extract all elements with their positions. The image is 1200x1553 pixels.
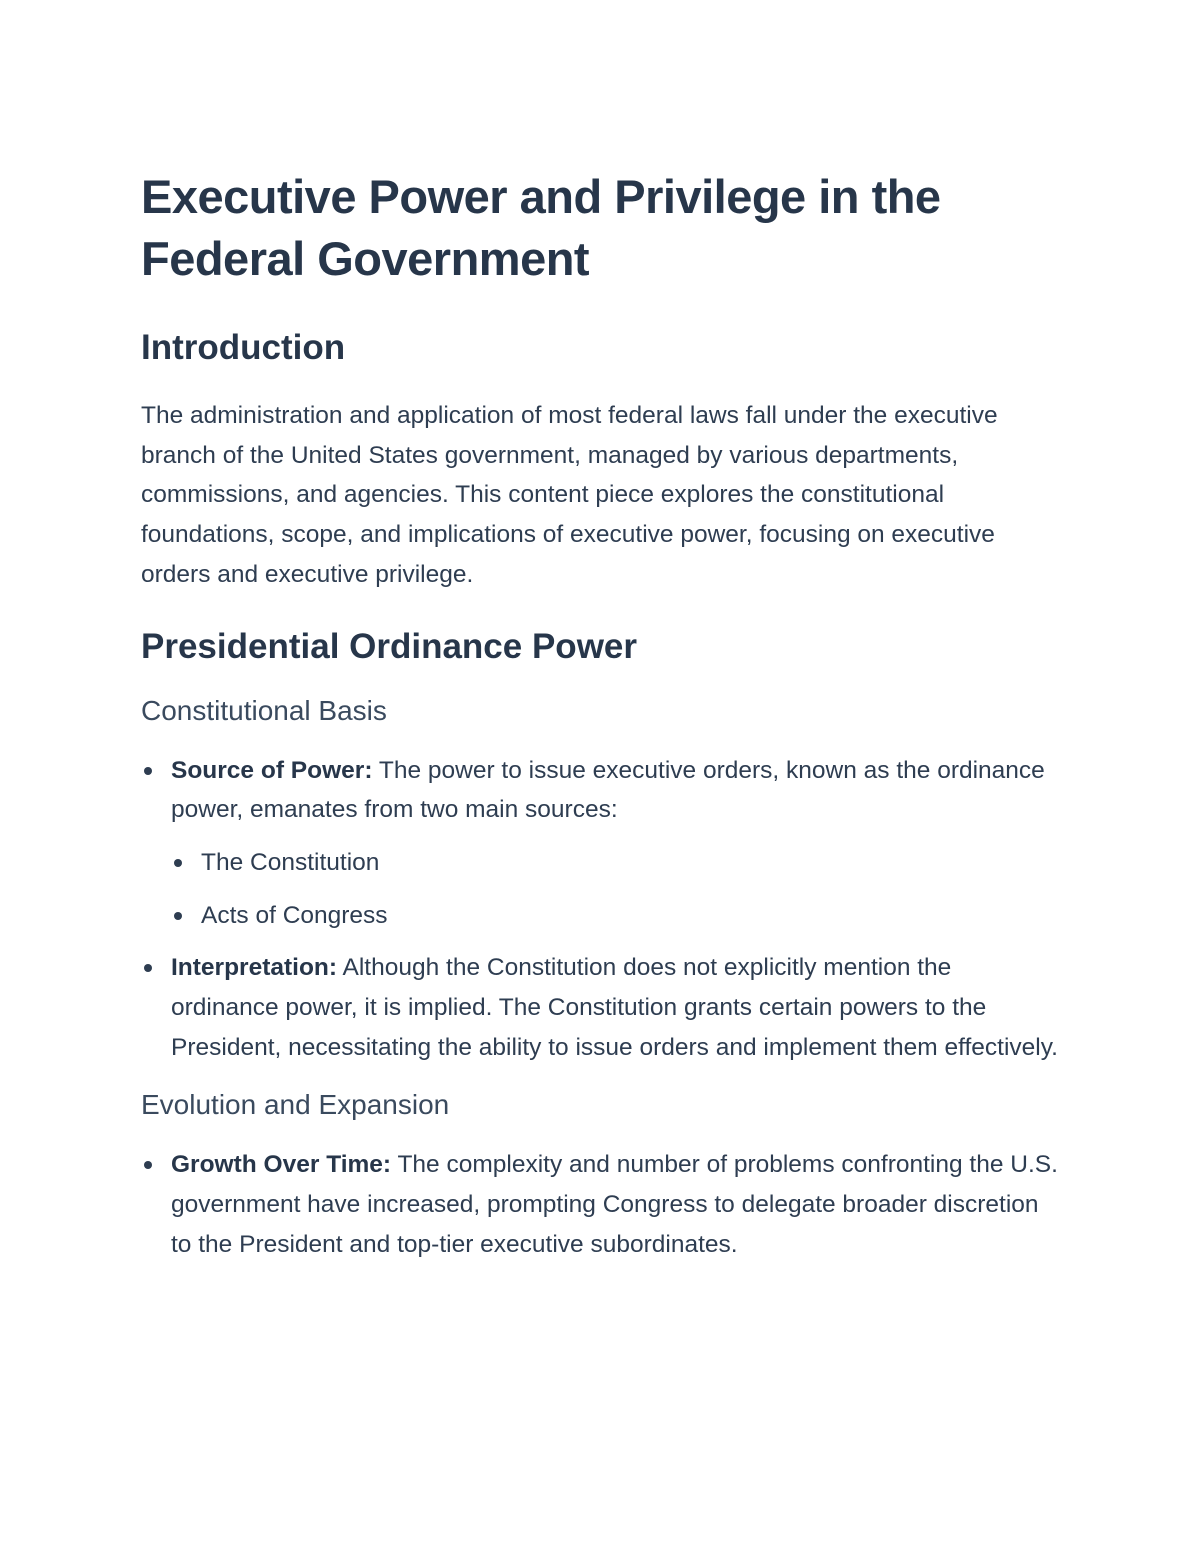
constitutional-basis-list <box>141 751 1061 1068</box>
bullet-icon <box>144 767 152 775</box>
sublist-item-text: The Constitution <box>201 848 380 876</box>
bullet-icon <box>144 964 152 972</box>
document-title: Executive Power and Privilege in the Federal Government <box>141 170 941 285</box>
bullet-icon <box>174 912 182 920</box>
list-item-label: Interpretation: <box>171 954 338 982</box>
list-item-text: The power to issue executive orders, known as the ordinance power, emanates from two main sources: <box>171 756 1045 824</box>
ordinance-power-heading: Presidential Ordinance Power <box>141 626 637 666</box>
list-item-label: Growth Over Time: <box>171 1151 392 1179</box>
list-item <box>141 1145 1061 1264</box>
sublist-item <box>171 896 1061 936</box>
evolution-list <box>141 1145 1061 1264</box>
sublist-item-text: Acts of Congress <box>201 901 388 929</box>
introduction-heading: Introduction <box>141 328 346 367</box>
list-item-text: The complexity and number of problems confronting the U.S. government have increased, prompting Congress to delegate broader discretion to the President and top-tier executive subordinates. <box>171 1151 1058 1258</box>
introduction-paragraph: The administration and application of most federal laws fall under the executive branch of the United States government, managed by various departments, commissions, and agencies. This content piece explores the constitutional foundations, scope, and implications of executive power, focusing on executive orders and executive privilege. <box>141 402 998 588</box>
constitutional-basis-heading: Constitutional Basis <box>141 694 387 726</box>
list-item <box>141 751 1061 936</box>
evolution-heading: Evolution and Expansion <box>141 1089 450 1121</box>
bullet-icon <box>144 1161 152 1169</box>
list-item-text: Although the Constitution does not explicitly mention the ordinance power, it is implied. The Constitution grants certain powers to the President, necessitating the ability to issue orders and implement them effectively. <box>171 954 1058 1061</box>
source-sublist <box>171 843 1061 935</box>
list-item <box>141 948 1061 1067</box>
bullet-icon <box>174 859 182 867</box>
sublist-item <box>171 843 1061 883</box>
list-item-label: Source of Power: <box>171 756 373 784</box>
document-page <box>141 166 1061 1265</box>
